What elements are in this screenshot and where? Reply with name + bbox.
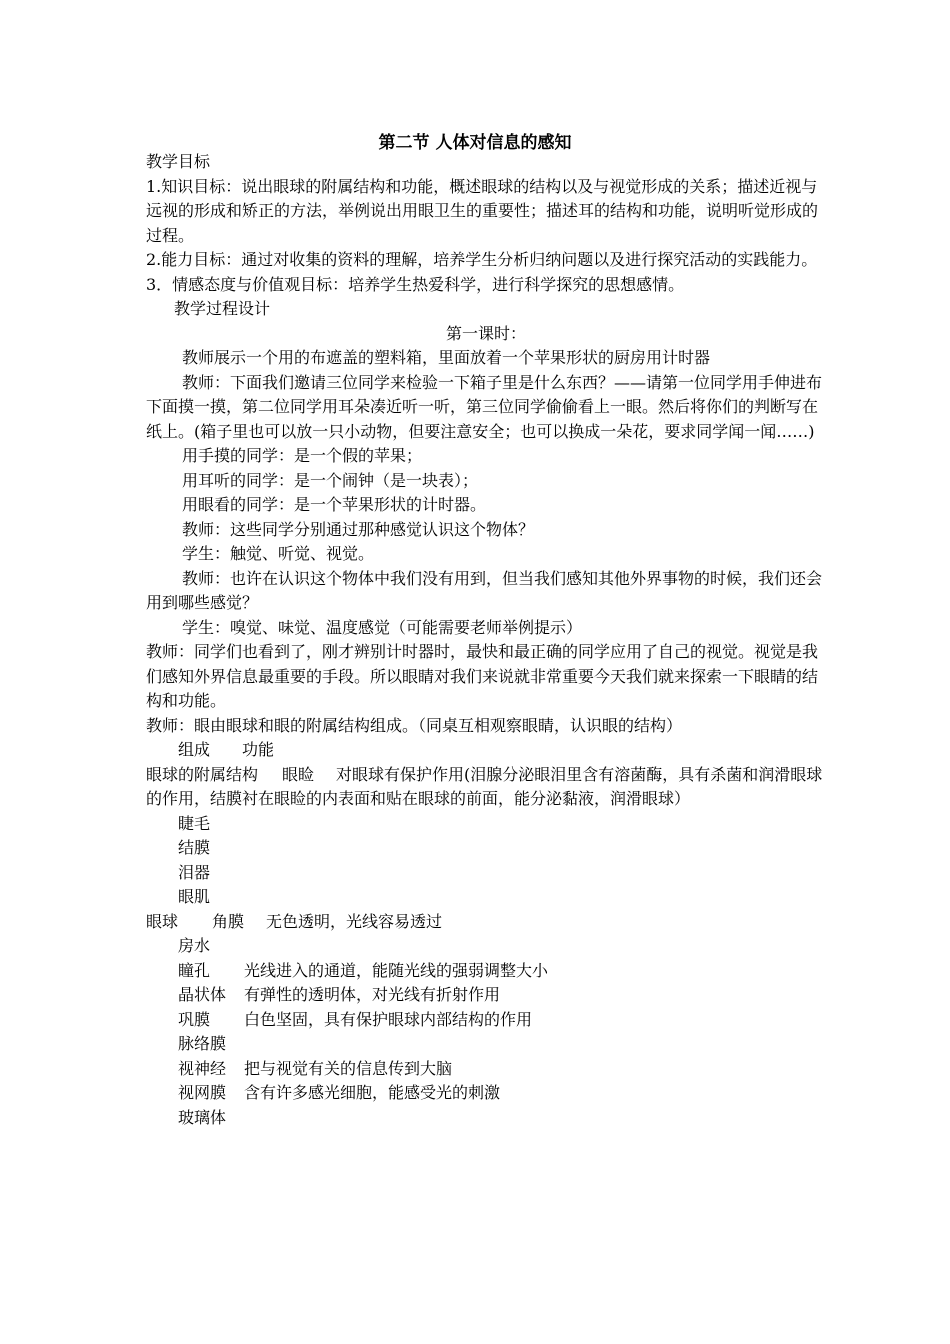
eyeball-item-term: 瞳孔: [178, 960, 211, 980]
accessory-item: 眼肌: [178, 887, 211, 906]
eyeball-first-desc: 无色透明，光线容易透过: [266, 911, 443, 931]
eyeball-label: 眼球: [146, 911, 179, 931]
eyeball-item-term: 脉络膜: [178, 1034, 227, 1053]
eyeball-row: [146, 910, 826, 935]
eyeball-item-term: 巩膜: [178, 1009, 211, 1029]
paragraph-4: 用耳听的同学：是一个闹钟（是一块表）；: [182, 470, 479, 490]
eyeball-item: [146, 934, 826, 959]
document-body: [146, 150, 826, 1130]
eyeball-item-desc: 含有许多感光细胞，能感受光的刺激: [244, 1083, 501, 1102]
paragraph-3: 用手摸的同学：是一个假的苹果；: [182, 446, 423, 465]
eyeball-item: [146, 959, 826, 984]
eyeball-item-desc: 光线进入的通道，能随光线的强弱调整大小: [244, 960, 549, 980]
eyeball-item-term: 玻璃体: [178, 1107, 227, 1127]
paragraph-7: 学生：触觉、听觉、视觉。: [182, 544, 375, 563]
eyeball-item-desc: 把与视觉有关的信息传到大脑: [244, 1058, 453, 1078]
paragraph-10: 教师：同学们也看到了，刚才辨别计时器时，最快和最正确的同学应用了自己的视觉。视觉是我们感知外界信息最重要的手段。所以眼睛对我们来说就非常重要今天我们就来探索一下眼睛的结构和功能。: [146, 642, 819, 710]
table-head-function: 功能: [242, 740, 275, 759]
goal-attitude: 3．情感态度与价值观目标：培养学生热爱科学，进行科学探究的思想感情。: [146, 274, 685, 294]
paragraph-8: 教师：也许在认识这个物体中我们没有用到，但当我们感知其他外界事物的时候，我们还会用到哪些感觉？: [146, 568, 823, 612]
accessory-label: 眼球的附属结构: [146, 764, 259, 784]
paragraph-1: 教师展示一个用的布遮盖的塑料箱，里面放着一个苹果形状的厨房用计时器: [182, 348, 711, 367]
eyeball-first-term: 角膜: [212, 911, 245, 931]
paragraph-9: 学生：嗅觉、味觉、温度感觉（可能需要老师举例提示）: [182, 617, 583, 637]
accessory-row: [146, 763, 826, 812]
eyeball-item-term: 视神经: [178, 1058, 227, 1078]
accessory-first-desc: 对眼球有保护作用(泪腺分泌眼泪里含有溶菌酶，具有杀菌和润滑眼球的作用，结膜衬在眼睑的内表面和贴在眼球的前面，能分泌黏液，润滑眼球）: [146, 764, 823, 808]
eyeball-item-desc: 白色坚固，具有保护眼球内部结构的作用: [244, 1009, 533, 1029]
eyeball-item: [146, 1081, 826, 1106]
paragraph-2: 教师：下面我们邀请三位同学来检验一下箱子里是什么东西？——请第一位同学用手伸进布下面摸一摸，第二位同学用耳朵凑近听一听，第三位同学偷偷看上一眼。然后将你们的判断写在纸上。(箱子里也可以放一只小动物，但要注意安全；也可以换成一朵花，要求同学闻一闻……): [146, 372, 823, 441]
eyeball-item: [146, 1032, 826, 1057]
paragraph-11: 教师：眼由眼球和眼的附属结构组成。（同桌互相观察眼睛，认识眼的结构）: [146, 715, 683, 735]
accessory-first-term: 眼睑: [282, 764, 315, 784]
accessory-item: 泪器: [178, 862, 211, 882]
eyeball-item-term: 晶状体: [178, 985, 227, 1004]
eyeball-item: [146, 983, 826, 1008]
goals-heading: 教学目标: [146, 152, 211, 171]
eyeball-item: [146, 1008, 826, 1033]
table-header: [146, 738, 826, 763]
lesson-heading: 第一课时：: [445, 323, 526, 343]
accessory-item: 睫毛: [178, 813, 211, 833]
process-heading: 教学过程设计: [174, 299, 271, 318]
eyeball-item-desc: 有弹性的透明体，对光线有折射作用: [244, 985, 501, 1004]
goal-ability: 2.能力目标：通过对收集的资料的理解，培养学生分析归纳问题以及进行探究活动的实践能力。: [146, 250, 818, 269]
eyeball-item-term: 视网膜: [178, 1083, 227, 1102]
paragraph-6: 教师：这些同学分别通过那种感觉认识这个物体？: [182, 519, 535, 539]
eyeball-item-term: 房水: [178, 936, 211, 955]
eyeball-item: [146, 1106, 826, 1131]
eyeball-item: [146, 1057, 826, 1082]
paragraph-5: 用眼看的同学：是一个苹果形状的计时器。: [182, 495, 487, 514]
page-title: 第二节 人体对信息的感知: [378, 133, 572, 153]
table-head-composition: 组成: [178, 740, 211, 759]
goal-knowledge: 1.知识目标：说出眼球的附属结构和功能，概述眼球的结构以及与视觉形成的关系；描述近视与远视的形成和矫正的方法，举例说出用眼卫生的重要性；描述耳的结构和功能，说明听觉形成的过程。: [146, 176, 819, 245]
accessory-item: 结膜: [178, 838, 211, 857]
